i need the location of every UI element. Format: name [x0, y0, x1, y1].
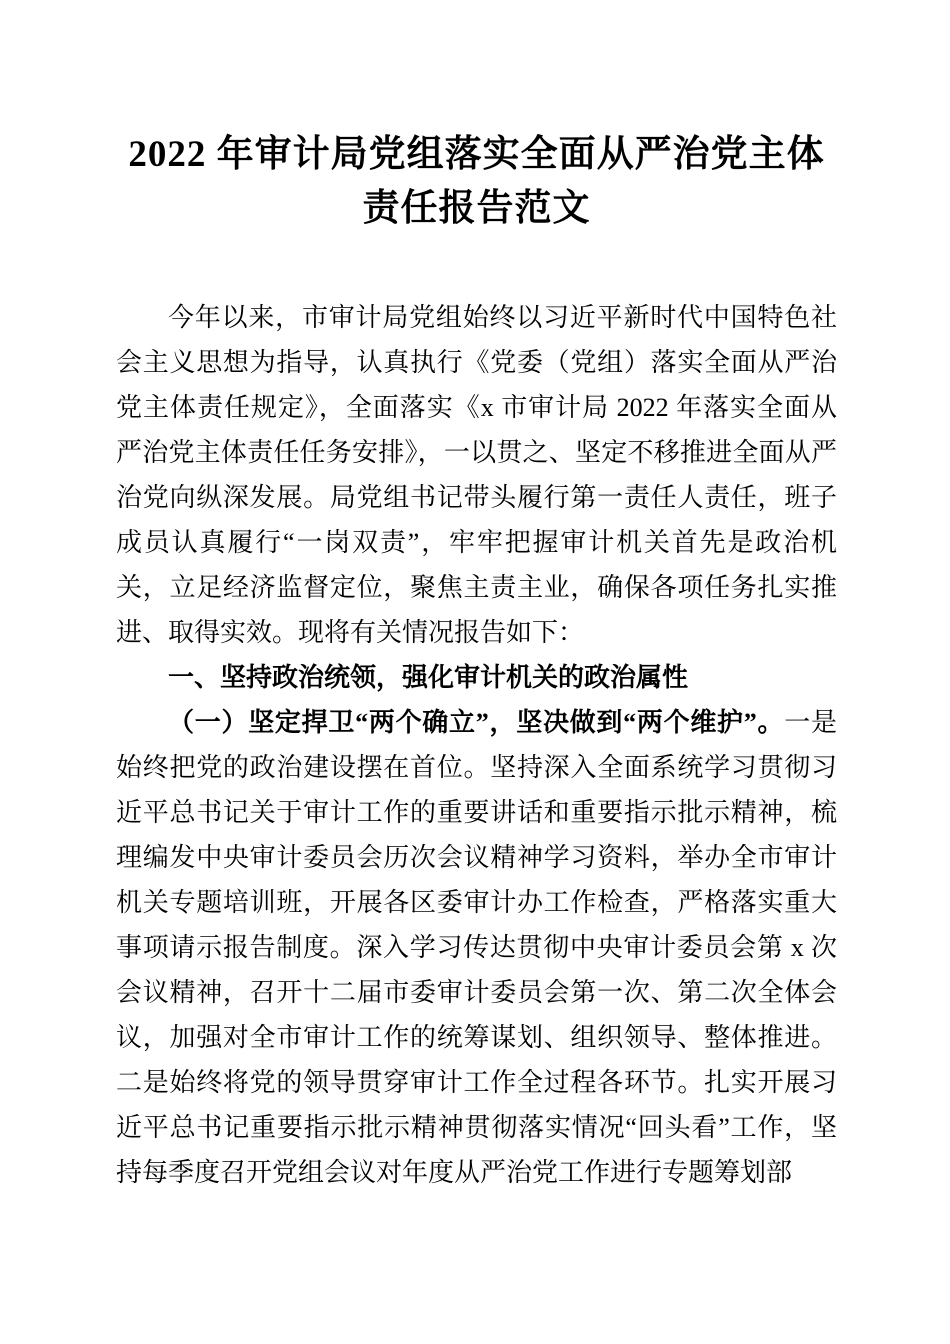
document-title: 2022 年审计局党组落实全面从严治党主体责任报告范文 — [128, 134, 825, 229]
body-paragraph: （一）坚定捍卫“两个确立”，坚决做到“两个维护”。一是始终把党的政治建设摆在首位。坚持深入全面系统学习贯彻习近平总书记关于审计工作的重要讲话和重要指示批示精神，梳理编发中央审计委员会历次会议精神学习资料，举办全市审计机关专题培训班，开展各区委审计办工作检查，严格落实重大事项请示报告制度。深入学习传达贯彻中央审计委员会第 x 次会议精神，召开十二届市委审计委员会第一次、第二次全体会议，加强对全市审计工作的统筹谋划、组织领导、整体推进。二是始终将党的领导贯穿审计工作全过程各环节。扎实开展习近平总书记重要指示批示精神贯彻落实情况“回头看”工作，坚持每季度召开党组会议对年度从严治党工作进行专题筹划部 — [116, 708, 837, 1188]
section-heading: 一、坚持政治统领，强化审计机关的政治属性 — [168, 662, 689, 693]
document-body — [116, 295, 837, 1195]
paragraph-lead: （一）坚定捍卫“两个确立”，坚决做到“两个维护”。 — [168, 708, 785, 738]
body-paragraph: 今年以来，市审计局党组始终以习近平新时代中国特色社会主义思想为指导，认真执行《党委（党组）落实全面从严治党主体责任规定》，全面落实《x 市审计局 2022 年落实全面从严治党主体责任任务安排》，一以贯之、坚定不移推进全面从严治党向纵深发展。局党组书记带头履行第一责任人责任，班子成员认真履行“一岗双责”，牢牢把握审计机关首先是政治机关，立足经济监督定位，聚焦主责主业，确保各项任务扎实推进、取得实效。现将有关情况报告如下： — [116, 303, 837, 648]
